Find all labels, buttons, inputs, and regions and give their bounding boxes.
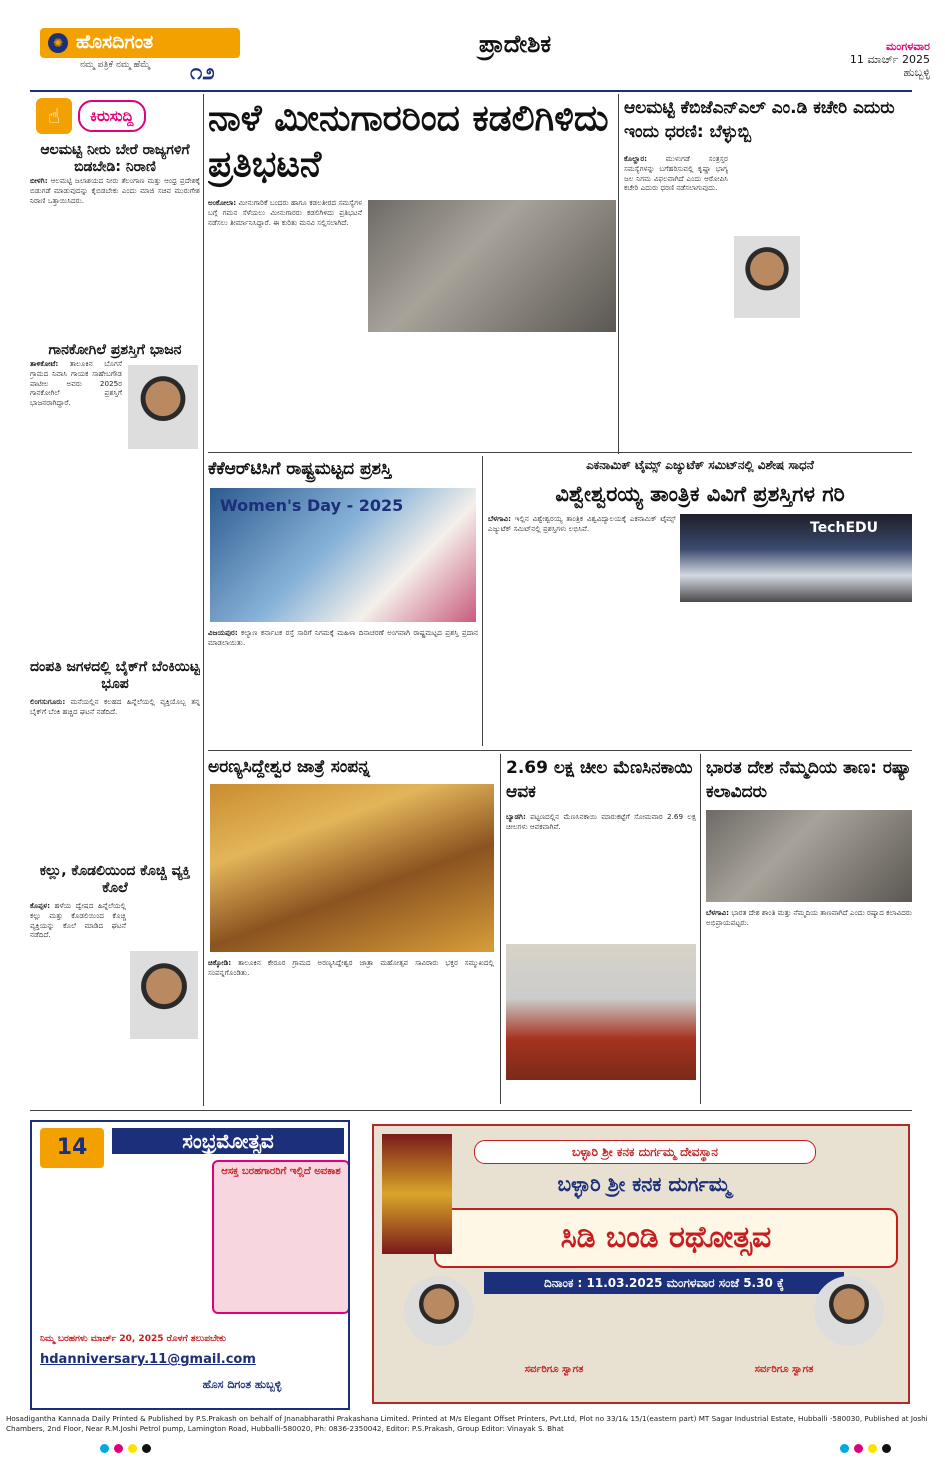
vtu-text: ಇಲ್ಲಿನ ವಿಶ್ವೇಶ್ವರಯ್ಯ ತಾಂತ್ರಿಕ ವಿಶ್ವವಿದ್ಯಾಲಯಕ್ಕೆ ಎಕನಾಮಿಕ್ ಟೈಮ್ಸ್ ಎಜ್ಯುಟೆಕ್ ಸಮಿಟ್‌ನಲ್ಲಿ ಪ್ರಶಸ್ತಿಗಳು ಲಭಿಸಿವೆ. xyxy=(488,514,676,533)
krtc-body xyxy=(208,628,478,738)
kbjnl-photo xyxy=(734,236,800,318)
brief-4-headline: ಕಲ್ಲು, ಕೊಡಲಿಯಿಂದ ಕೊಚ್ಚಿ ವ್ಯಕ್ತಿ ಕೊಲೆ xyxy=(39,863,191,896)
sponsor-photo xyxy=(814,1276,884,1346)
bharata-photo xyxy=(706,810,912,902)
chilli-headline: 2.69 ಲಕ್ಷ ಚೀಲ ಮೆಣಸಿನಕಾಯಿ ಆವಕ xyxy=(506,758,693,802)
jatre-text: ತಾಲೂಕಿನ ಕೇರೂರ ಗ್ರಾಮದ ಅರಣ್ಯಸಿದ್ದೇಶ್ವರ ಜಾತ್ರಾ ಮಹೋತ್ಸವ ಸಾವಿರಾರು ಭಕ್ತರ ಸಮ್ಮುಖದಲ್ಲಿ ಸಂಪನ್ನಗೊಂಡಿತು. xyxy=(208,958,494,977)
krtc-text: ಕಲ್ಯಾಣ ಕರ್ನಾಟಕ ರಸ್ತೆ ಸಾರಿಗೆ ನಿಗಮಕ್ಕೆ ಮಹಿಳಾ ದಿನಾಚರಣೆ ಅಂಗವಾಗಿ ರಾಷ್ಟ್ರಮಟ್ಟದ ಪ್ರಶಸ್ತಿ ಪ್ರದಾನ ಮಾಡಲಾಯಿತು. xyxy=(208,628,478,647)
registration-mark-black xyxy=(882,1444,891,1453)
lead-dateline: ಅಂಕೋಲಾ: xyxy=(208,198,237,207)
column-rule xyxy=(500,754,501,1104)
brief-2-dateline: ತಾಳಿಕೋಟೆ: xyxy=(30,359,59,368)
dateline-edition: ಹುಬ್ಬಳ್ಳಿ xyxy=(903,66,930,79)
lamp-icon: ✺ xyxy=(48,33,68,53)
brief-1-dateline: ಬೀಳಗಿ: xyxy=(30,176,48,185)
kbjnl-text: ಮುಳುಗಡೆ ಸಂತ್ರಸ್ತರ ಸಮಸ್ಯೆಗಳನ್ನು ಬಗೆಹರಿಸುವಲ್ಲಿ ಕೃಷ್ಣಾ ಭಾಗ್ಯ ಜಲ ನಿಗಮ ವಿಫಲವಾಗಿದೆ ಎಂದು ಆರೋಪಿಸಿ ಕಚೇರಿ ಎದುರು ಧರಣಿ ನಡೆಸಲಾಗುವುದು. xyxy=(624,154,728,193)
logo-badge xyxy=(40,28,240,58)
hand-point-icon: ☝ xyxy=(36,98,72,134)
vtu-body xyxy=(488,514,676,600)
jatre-photo xyxy=(210,784,494,952)
brief-2-area xyxy=(30,359,200,659)
column-rule xyxy=(618,94,619,454)
bharata-text: ಭಾರತ ದೇಶ ಶಾಂತಿ ಮತ್ತು ನೆಮ್ಮದಿಯ ತಾಣವಾಗಿದೆ ಎಂದು ರಷ್ಯಾದ ಕಲಾವಿದರು ಅಭಿಪ್ರಾಯಪಟ್ಟರು. xyxy=(706,908,912,927)
row-rule xyxy=(208,750,912,751)
lead-body xyxy=(208,198,362,448)
brief-3-dateline: ಲಿಂಗಸುಗೂರು: xyxy=(30,697,66,706)
jatre-body xyxy=(208,958,494,1092)
sponsor-photo xyxy=(404,1276,474,1346)
brief-1-text: ಆಲಮಟ್ಟಿ ಜಲಾಶಯದ ನೀರು ತೆಲಂಗಾಣ ಮತ್ತು ಆಂಧ್ರ ಪ್ರದೇಶಕ್ಕೆ ಬಿಡುಗಡೆ ಮಾಡುವುದನ್ನು ಕೈಬಿಡಬೇಕು ಎಂದು ಮಾಜಿ ಸಚಿವ ಮುರುಗೇಶ ನಿರಾಣಿ ಒತ್ತಾಯಿಸಿದರು. xyxy=(30,176,200,205)
registration-mark-magenta xyxy=(114,1444,123,1453)
chilli-body xyxy=(506,812,696,942)
masthead-rule xyxy=(30,90,912,92)
anniversary-deadline: ನಿಮ್ಮ ಬರಹಗಳು ಮಾರ್ಚ್ 20, 2025 ರೊಳಗೆ ತಲುಪಬೇಕು xyxy=(40,1334,226,1344)
vtu-headline: ವಿಶ್ವೇಶ್ವರಯ್ಯ ತಾಂತ್ರಿಕ ವಿವಿಗೆ ಪ್ರಶಸ್ತಿಗಳ ಗರಿ xyxy=(555,482,845,506)
column-rule xyxy=(203,94,204,1106)
anniversary-sign: ಹೊಸ ದಿಗಂತ ಹುಬ್ಬಳ್ಳಿ xyxy=(202,1378,282,1391)
row-rule xyxy=(30,1110,912,1111)
deity-name: ಬಳ್ಳಾರಿ ಶ್ರೀ ಕನಕ ದುರ್ಗಮ್ಮ xyxy=(557,1172,731,1196)
brief-3-headline: ದಂಪತಿ ಜಗಳದಲ್ಲಿ ಬೈಕ್‌ಗೆ ಬೆಂಕಿಯಿಟ್ಟ ಭೂಪ xyxy=(30,659,200,692)
lead-headline: ನಾಳೆ ಮೀನುಗಾರರಿಂದ ಕಡಲಿಗಿಳಿದು ಪ್ರತಿಭಟನೆ xyxy=(208,98,609,185)
bharata-headline: ಭಾರತ ದೇಶ ನೆಮ್ಮದಿಯ ತಾಣ: ರಷ್ಯಾ ಕಲಾವಿದರು xyxy=(706,758,912,802)
anniversary-text-block xyxy=(40,1182,206,1302)
krtc-dateline: ವಿಜಯಪುರ: xyxy=(208,628,238,637)
kbjnl-body xyxy=(624,154,728,444)
anniversary-box-head: ಆಸಕ್ತ ಬರಹಗಾರರಿಗೆ ಇಲ್ಲಿದೆ ಅವಕಾಶ xyxy=(221,1166,341,1177)
vtu-photo-text: TechEDU xyxy=(810,520,879,536)
bharata-dateline: ಬೆಳಗಾವಿ: xyxy=(706,908,730,917)
rathotsava-date: ದಿನಾಂಕ : 11.03.2025 ಮಂಗಳವಾರ ಸಂಜೆ 5.30 ಕ್ಕೆ xyxy=(484,1272,844,1294)
row-rule xyxy=(208,452,912,453)
jatre-dateline: ಚಿಕ್ಕೋಡಿ: xyxy=(208,958,232,967)
column-rule xyxy=(700,754,701,1104)
chilli-dateline: ಬ್ಯಾಡಗಿ: xyxy=(506,812,526,821)
registration-mark-yellow xyxy=(868,1444,877,1453)
dateline-day: ಮಂಗಳವಾರ xyxy=(885,40,930,53)
brief-2-text: ತಾಲೂಕಿನ ಬೊಗಸೆ ಗ್ರಾಮದ ನಿವಾಸಿ ಗಾಯಕ ಸಾಹೇಬಗೌಡ ಪಾಟೀಲ ಅವರು 2025ರ ಗಾನಕೋಗಿಲೆ ಪ್ರಶಸ್ತಿಗೆ ಭಾಜನರಾಗಿದ್ದಾರೆ. xyxy=(30,359,122,408)
lead-text: ಮೀನುಗಾರಿಕೆ ಬಂದರು ಹಾಗೂ ಕಡಲತೀರದ ಸಮಸ್ಯೆಗಳ ಬಗ್ಗೆ ಗಮನ ಸೆಳೆಯಲು ಮೀನುಗಾರರು ಕಡಲಿಗಿಳಿದು ಪ್ರತಿಭಟನೆ ನಡೆಸಲು ತೀರ್ಮಾನಿಸಿದ್ದಾರೆ. ಈ ಕುರಿತು ಮನವಿ ಸಲ್ಲಿಸಲಾಗಿದೆ. xyxy=(208,198,362,227)
column-rule xyxy=(482,456,483,746)
deity-image xyxy=(382,1134,452,1254)
anniversary-badge: 14 xyxy=(40,1128,104,1168)
logo-tagline: ನಮ್ಮ ಪತ್ರಿಕೆ ನಮ್ಮ ಹೆಮ್ಮೆ xyxy=(80,60,151,70)
logo-name: ಹೊಸದಿಗಂತ xyxy=(76,31,154,53)
lead-photo xyxy=(368,200,616,332)
anniversary-title: ಸಂಭ್ರಮೋತ್ಸವ xyxy=(112,1128,344,1154)
kbjnl-dateline: ಕೊಲ್ಹಾರ: xyxy=(624,154,648,163)
dateline xyxy=(810,40,930,90)
registration-mark-yellow xyxy=(128,1444,137,1453)
chilli-text: ಪಟ್ಟಣದಲ್ಲಿನ ಮೆಣಸಿನಕಾಯಿ ಮಾರುಕಟ್ಟೆಗೆ ಸೋಮವಾರ 2.69 ಲಕ್ಷ ಚೀಲಗಳು ಆವಕವಾಗಿವೆ. xyxy=(506,812,696,831)
kirusuddi-header xyxy=(30,96,200,136)
brief-4-dateline: ಕೊಪ್ಪಳ: xyxy=(30,901,51,910)
imprint-footer: Hosadigantha Kannada Daily Printed & Published by P.S.Prakash on behalf of Jnanabharathi Prakashana Limited. Printed at M/s Elegant Offset Printers, Pvt.Ltd, Plot no 33/1& 15/1(eastern part) MT Sagar Industrial Estate, Hubballi -580030, Published at Joshi Chambers, 2nd Floor, Near R.M.Joshi Petrol pump, Lamington Road, Hubballi-580020, Ph: 0836-2350042, Editor: P.S.Prakash, Group Editor: Vinayak S. Bhat xyxy=(6,1414,928,1433)
brief-4-body xyxy=(30,901,126,940)
brief-1-body xyxy=(30,176,200,316)
bharata-body xyxy=(706,908,912,1098)
temple-ad xyxy=(372,1124,910,1404)
brief-4-area xyxy=(30,901,200,1120)
brief-2-body xyxy=(30,359,122,408)
registration-mark-cyan xyxy=(100,1444,109,1453)
brief-2-headline: ಗಾನಕೋಗಿಲೆ ಪ್ರಶಸ್ತಿಗೆ ಭಾಜನ xyxy=(48,342,182,358)
brief-3-body xyxy=(30,697,200,827)
rathotsava-title: ಸಿಡಿ ಬಂಡಿ ರಥೋತ್ಸವ xyxy=(434,1208,898,1268)
greeting-right: ಸರ್ವರಿಗೂ ಸ್ವಾಗತ xyxy=(754,1364,814,1375)
krtc-headline: ಕೆಕೆಆರ್‌ಟಿಸಿಗೆ ರಾಷ್ಟ್ರಮಟ್ಟದ ಪ್ರಶಸ್ತಿ xyxy=(208,459,392,479)
anniversary-box xyxy=(212,1160,350,1314)
greeting-left: ಸರ್ವರಿಗೂ ಸ್ವಾಗತ xyxy=(524,1364,584,1375)
brief-1-headline: ಆಲಮಟ್ಟಿ ನೀರು ಬೇರೆ ರಾಜ್ಯಗಳಿಗೆ ಬಿಡಬೇಡಿ: ನಿರಾಣಿ xyxy=(40,142,190,175)
vtu-dateline: ಬೆಳಗಾವಿ: xyxy=(488,514,512,523)
masthead-logo xyxy=(40,28,240,88)
vtu-photo xyxy=(680,514,912,602)
anniversary-ad xyxy=(30,1120,350,1410)
dateline-date: 11 ಮಾರ್ಚ್ 2025 xyxy=(849,53,930,66)
registration-mark-black xyxy=(142,1444,151,1453)
brief-4-text: ಹಳೆಯ ದ್ವೇಷದ ಹಿನ್ನೆಲೆಯಲ್ಲಿ ಕಲ್ಲು ಮತ್ತು ಕೊಡಲಿಯಿಂದ ಕೊಚ್ಚಿ ವ್ಯಕ್ತಿಯನ್ನು ಕೊಲೆ ಮಾಡಿದ ಘಟನೆ ನಡೆದಿದೆ. xyxy=(30,901,126,940)
anniversary-email[interactable]: hdanniversary.11@gmail.com xyxy=(40,1352,256,1367)
chilli-photo xyxy=(506,944,696,1080)
kbjnl-headline: ಆಲಮಟ್ಟಿ ಕೆಬಿಜೆಎನ್‌ಎಲ್ ಎಂ.ಡಿ ಕಚೇರಿ ಎದುರು ಇಂದು ಧರಣಿ: ಬೆಳ್ಳುಬ್ಬಿ xyxy=(624,98,895,142)
kirusuddi-label: ಕಿರುಸುದ್ದಿ xyxy=(78,100,146,132)
section-title: ಪ್ರಾದೇಶಿಕ xyxy=(478,30,552,58)
vtu-kicker: ಎಕನಾಮಿಕ್ ಟೈಮ್ಸ್ ಎಜ್ಯುಟೆಕ್ ಸಮಿಟ್‌ನಲ್ಲಿ ವಿಶೇಷ ಸಾಧನೆ xyxy=(586,458,814,472)
brief-2-photo xyxy=(128,365,198,449)
kirusuddi-column xyxy=(30,140,200,1120)
brief-3-text: ಮನೆಯಲ್ಲಿನ ಕಲಹದ ಹಿನ್ನೆಲೆಯಲ್ಲಿ ವ್ಯಕ್ತಿಯೊಬ್ಬ ತನ್ನ ಬೈಕ್‌ಗೆ ಬೆಂಕಿ ಹಚ್ಚಿದ ಘಟನೆ ನಡೆದಿದೆ. xyxy=(30,697,200,716)
registration-mark-cyan xyxy=(840,1444,849,1453)
krtc-photo xyxy=(210,488,476,622)
krtc-photo-text: Women's Day - 2025 xyxy=(220,496,404,515)
brief-4-photo xyxy=(130,951,198,1039)
jatre-headline: ಅರಣ್ಯಸಿದ್ದೇಶ್ವರ ಜಾತ್ರೆ ಸಂಪನ್ನ xyxy=(208,757,370,777)
registration-mark-magenta xyxy=(854,1444,863,1453)
page-number: ೧೨ xyxy=(190,60,215,85)
temple-name: ಬಳ್ಳಾರಿ ಶ್ರೀ ಕನಕ ದುರ್ಗಮ್ಮ ದೇವಸ್ಥಾನ xyxy=(474,1140,816,1164)
